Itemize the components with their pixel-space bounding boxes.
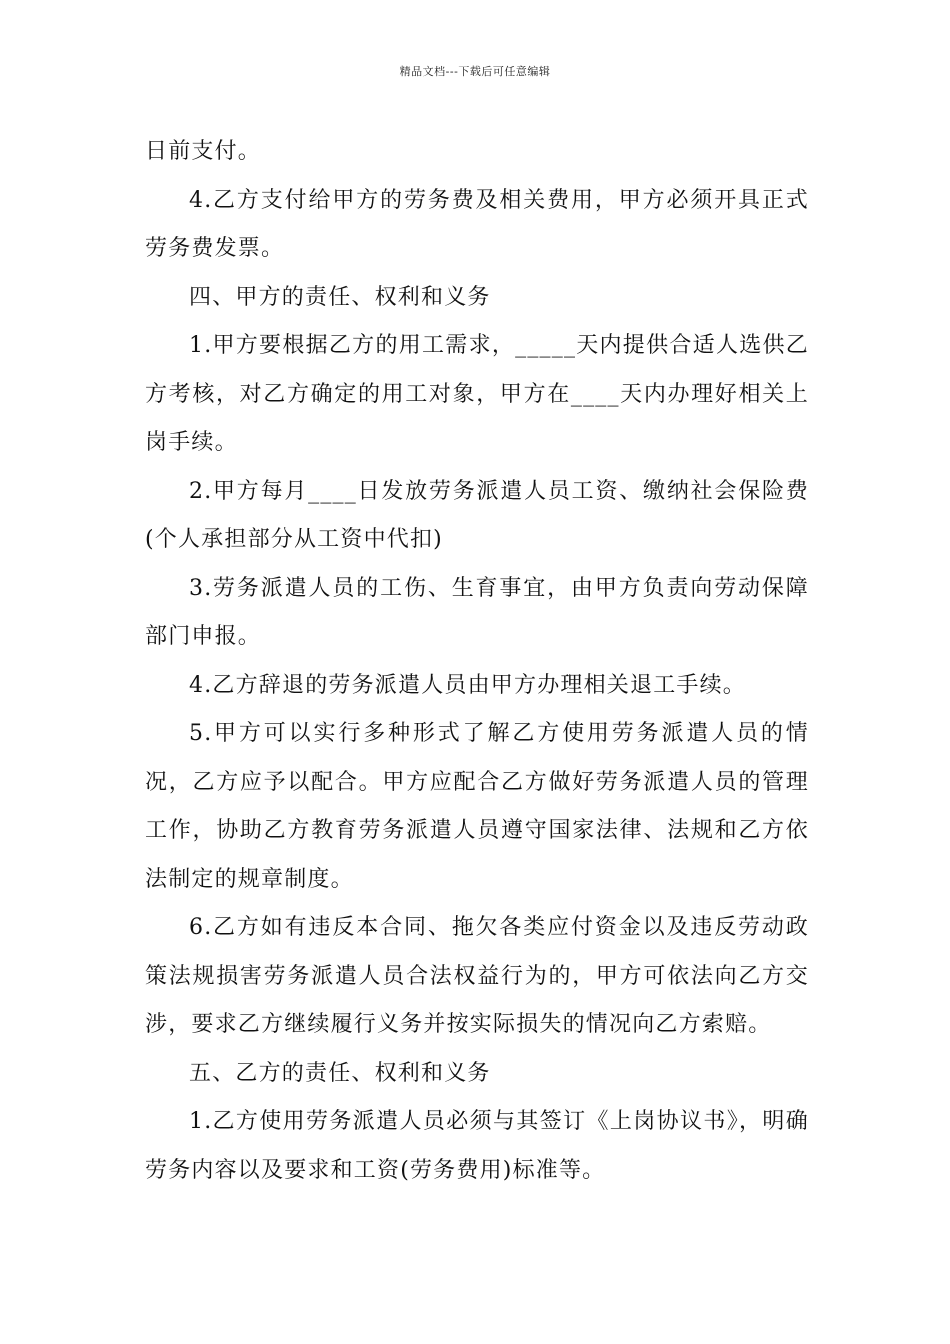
paragraph-11: 1.乙方使用劳务派遣人员必须与其签订《上岗协议书》，明确劳务内容以及要求和工资(劳务费用)标准等。 — [145, 1109, 809, 1183]
paragraph-8: 5.甲方可以实行多种形式了解乙方使用劳务派遣人员的情况，乙方应予以配合。甲方应配合乙方做好劳务派遣人员的管理工作，协助乙方教育劳务派遣人员遵守国家法律、法规和乙方依法制定的规章制度。 — [145, 721, 809, 892]
section-heading-4: 四、甲方的责任、权利和义务 — [189, 284, 491, 310]
page-header: 精品文档---下载后可任意编辑 — [399, 65, 551, 78]
paragraph-4: 1.甲方要根据乙方的用工需求，_____天内提供合适人选供乙方考核，对乙方确定的用工对象，甲方在____天内办理好相关上岗手续。 — [145, 333, 809, 455]
document-body — [145, 128, 809, 1195]
paragraph-6: 3.劳务派遣人员的工伤、生育事宜，由甲方负责向劳动保障部门申报。 — [145, 575, 809, 649]
section-heading-5: 五、乙方的责任、权利和义务 — [189, 1060, 491, 1086]
paragraph-2: 4.乙方支付给甲方的劳务费及相关费用，甲方必须开具正式劳务费发票。 — [145, 187, 809, 261]
paragraph-5: 2.甲方每月____日发放劳务派遣人员工资、缴纳社会保险费(个人承担部分从工资中代扣) — [145, 478, 809, 552]
paragraph-1: 日前支付。 — [145, 139, 262, 164]
paragraph-9: 6.乙方如有违反本合同、拖欠各类应付资金以及违反劳动政策法规损害劳务派遣人员合法权益行为的，甲方可依法向乙方交涉，要求乙方继续履行义务并按实际损失的情况向乙方索赔。 — [145, 915, 809, 1037]
paragraph-7: 4.乙方辞退的劳务派遣人员由甲方办理相关退工手续。 — [189, 672, 746, 698]
